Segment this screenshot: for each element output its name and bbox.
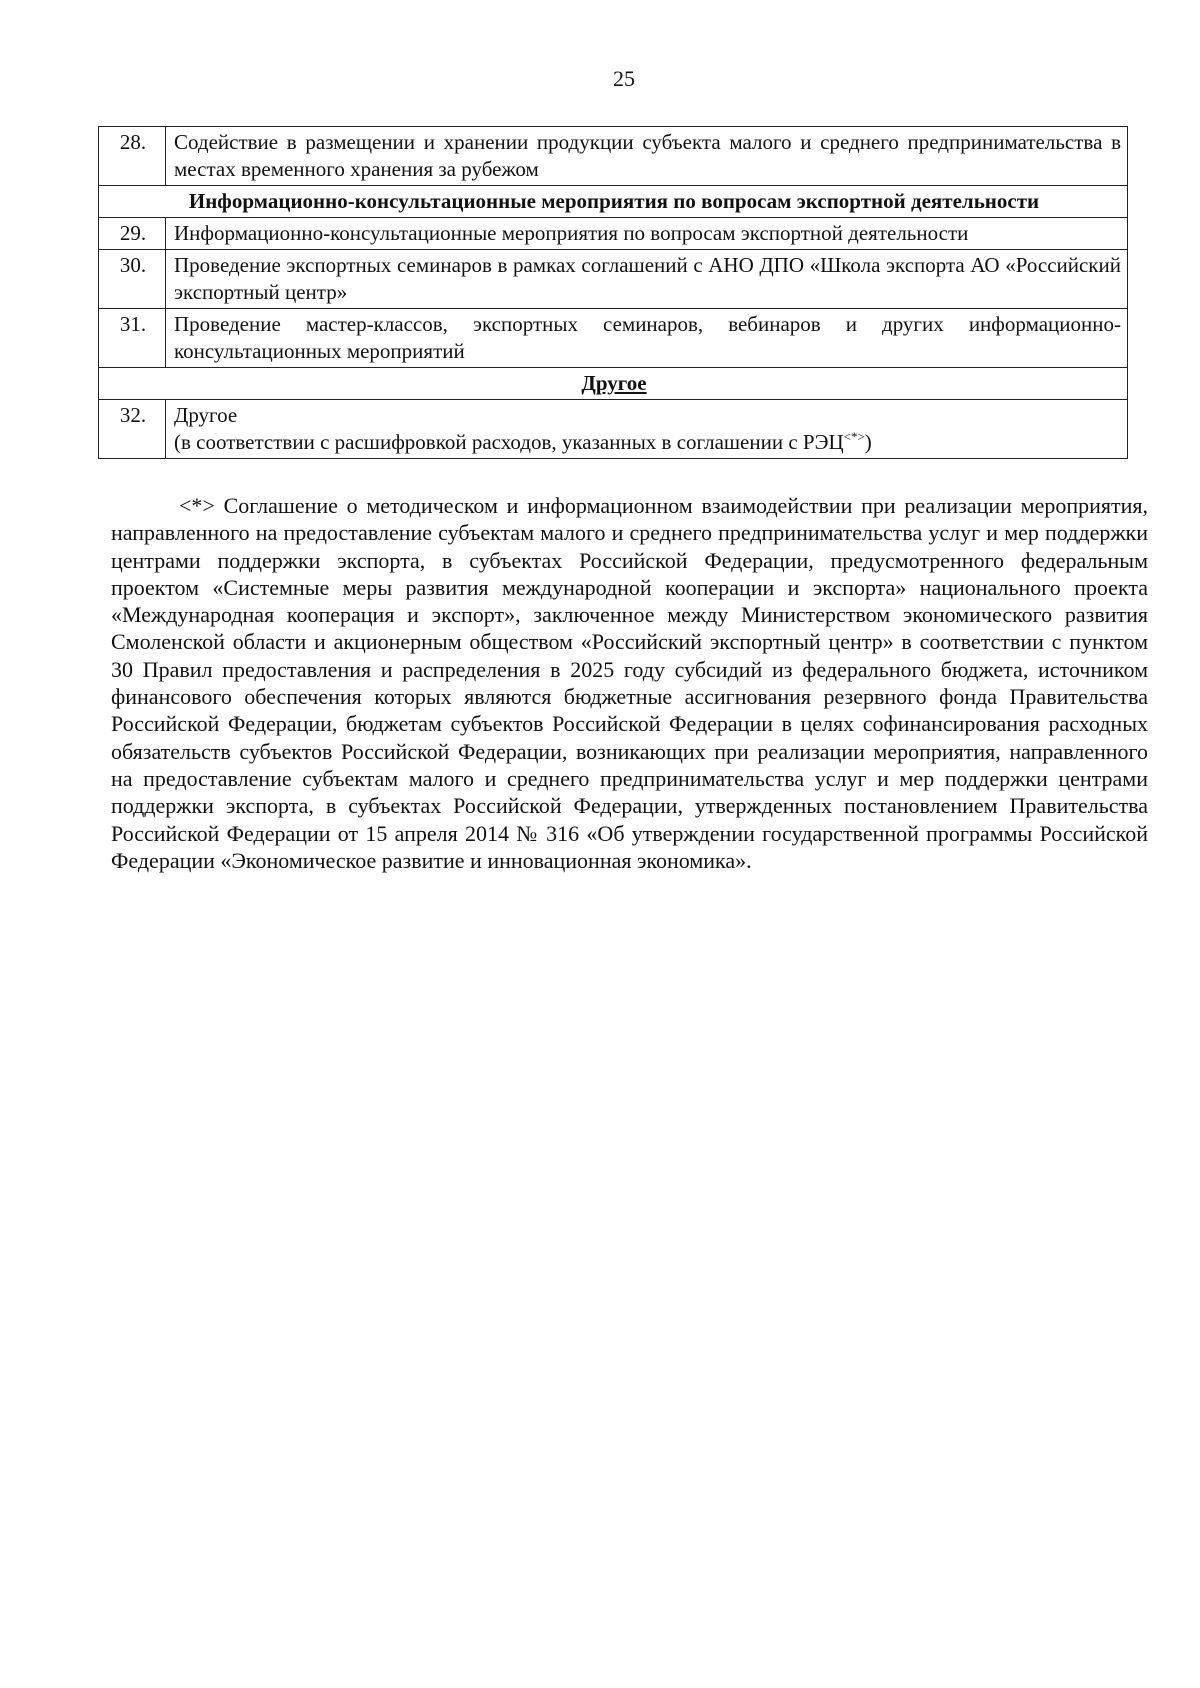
- table-row: [99, 218, 1128, 250]
- row-text: Содействие в размещении и хранении продукции субъекта малого и среднего предпринимательства в местах временного хранения за рубежом: [166, 127, 1128, 186]
- footnote: [111, 492, 1148, 874]
- section-header-row: [99, 186, 1128, 218]
- footnote-text: Соглашение о методическом и информационном взаимодействии при реализации мероприятия, направленного на предоставление субъектам малого и среднего предпринимательства услуг и мер поддержки центрами поддержки экспорта, в субъектах Российской Федерации, предусмотренного федеральным проектом «Системные меры развития международной кооперации и экспорта» национального проекта «Международная кооперация и экспорт», заключенное между Министерством экономического развития Смоленской области и акционерным обществом «Российский экспортный центр» в соответствии с пунктом 30 Правил предоставления и распределения в 2025 году субсидий из федерального бюджета, источником финансового обеспечения которых являются бюджетные ассигнования резервного фонда Правительства Российской Федерации, бюджетам субъектов Российской Федерации в целях софинансирования расходных обязательств субъектов Российской Федерации, возникающих при реализации мероприятия, направленного на предоставление субъектам малого и среднего предпринимательства услуг и мер поддержки центрами поддержки экспорта, в субъектах Российской Федерации, утвержденных постановлением Правительства Российской Федерации от 15 апреля 2014 № 316 «Об утверждении государственной программы Российской Федерации «Экономическое развитие и инновационная экономика».: [111, 493, 1149, 873]
- section-header: Информационно-консультационные мероприятия по вопросам экспортной деятельности: [99, 186, 1128, 218]
- row-text: Информационно-консультационные мероприятия по вопросам экспортной деятельности: [166, 218, 1128, 250]
- table-row: [99, 400, 1128, 459]
- table-row: [99, 127, 1128, 186]
- section-header-label: Другое: [581, 371, 647, 395]
- row-text: [166, 400, 1128, 459]
- closing-parenthesis: ): [864, 430, 872, 454]
- row-number: 28.: [99, 127, 166, 186]
- footnote-reference: <*>: [843, 429, 865, 444]
- row-number: 29.: [99, 218, 166, 250]
- section-header: [99, 368, 1128, 400]
- footnote-marker: <*>: [179, 493, 215, 518]
- page-number: 25: [613, 66, 635, 91]
- table-row: [99, 309, 1128, 368]
- row-number: 32.: [99, 400, 166, 459]
- row-text-line: [174, 429, 1121, 456]
- section-header-row: [99, 368, 1128, 400]
- row-text-note-line: (в соответствии с расшифровкой расходов, указанных в соглашении с РЭЦ: [174, 430, 844, 454]
- row-number: 31.: [99, 309, 166, 368]
- row-number: 30.: [99, 250, 166, 309]
- measures-table: [98, 126, 1128, 459]
- row-text: Проведение экспортных семинаров в рамках соглашений с АНО ДПО «Школа экспорта АО «Российский экспортный центр»: [166, 250, 1128, 309]
- table-row: [99, 250, 1128, 309]
- row-text-line: Другое: [174, 403, 238, 427]
- row-text: Проведение мастер-классов, экспортных семинаров, вебинаров и других информационно-консультационных мероприятий: [166, 309, 1128, 368]
